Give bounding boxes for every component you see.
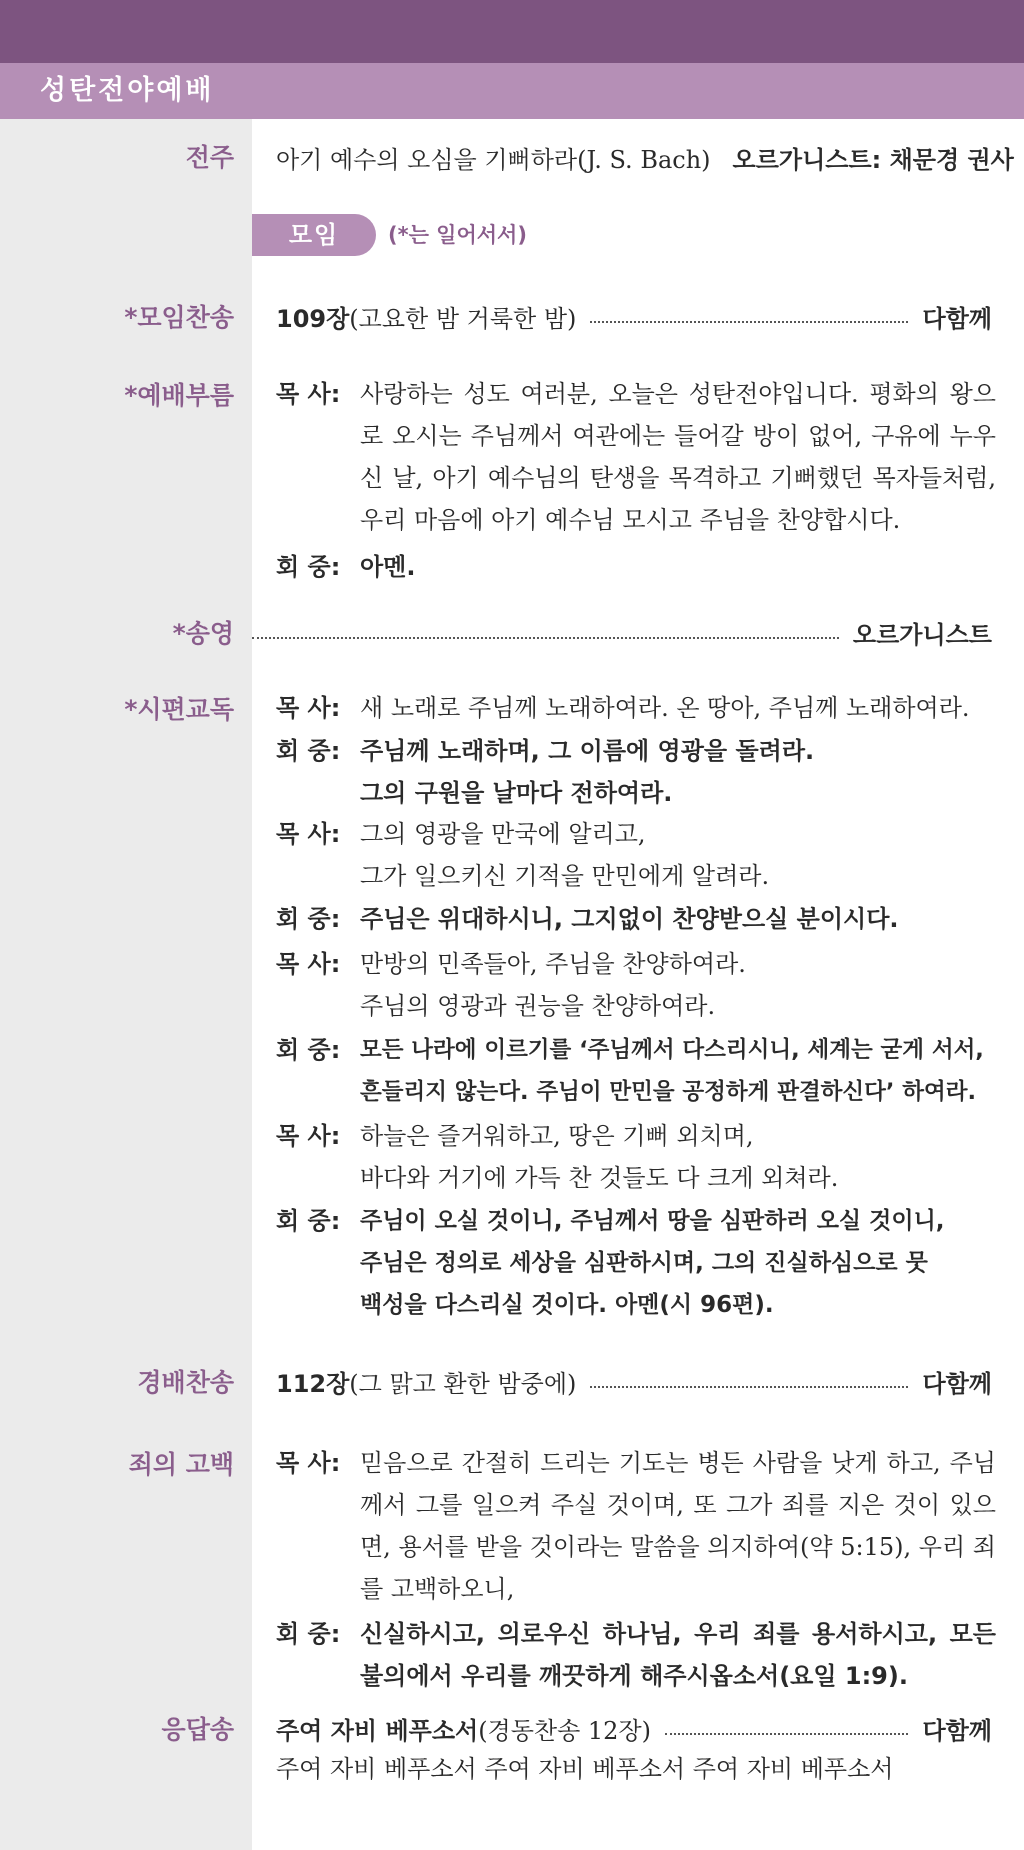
- doxology-performer: 오르가니스트: [852, 620, 992, 649]
- people-label: 회 중:: [276, 737, 341, 765]
- psalm-line-7: [276, 1115, 996, 1199]
- top-header-band: [0, 0, 1024, 63]
- worship-hymn-number: 112장: [276, 1369, 350, 1398]
- gathering-section-tab: 모임: [252, 214, 376, 256]
- call-to-worship-people: [276, 546, 996, 588]
- psalm-text: 바다와 거기에 가득 찬 것들도 다 크게 외쳐라.: [360, 1164, 839, 1192]
- doxology-label: *송영: [172, 619, 234, 648]
- call-to-worship-pastor: [276, 373, 996, 541]
- confession-label: 죄의 고백: [128, 1450, 234, 1479]
- psalm-line-3: [276, 813, 996, 897]
- response-source: (경동찬송 12장): [478, 1716, 652, 1745]
- psalm-line-8: [276, 1200, 996, 1326]
- gathering-note: (*는 일어서서): [388, 223, 527, 247]
- response-label: 응답송: [161, 1715, 234, 1744]
- pastor-label: 목 사:: [276, 694, 341, 722]
- pastor-label: 목 사:: [276, 950, 341, 978]
- prelude-performer: 오르가니스트: 채문경 권사: [732, 145, 1014, 174]
- psalm-text: 주님의 영광과 권능을 찬양하여라.: [360, 992, 716, 1020]
- leader-dots: [665, 1733, 908, 1735]
- prelude-label: 전주: [185, 143, 234, 172]
- confession-people-text: 신실하시고, 의로우신 하나님, 우리 죄를 용서하시고, 모든 불의에서 우리를 깨끗하게 해주시옵소서(요일 1:9).: [360, 1620, 996, 1690]
- psalm-text: 흔들리지 않는다. 주님이 만민을 공정하게 판결하신다’ 하여라.: [360, 1079, 977, 1105]
- pastor-label: 목 사:: [276, 820, 341, 848]
- prelude-piece: 아기 예수의 오심을 기뻐하라(J. S. Bach): [276, 145, 711, 174]
- psalm-line-2: [276, 730, 996, 814]
- worship-hymn-title: (그 맑고 환한 밤중에): [349, 1369, 577, 1398]
- people-label: 회 중:: [276, 1036, 341, 1064]
- doxology-line: [252, 610, 992, 654]
- response-lyrics: 주여 자비 베푸소서 주여 자비 베푸소서 주여 자비 베푸소서: [276, 1755, 894, 1783]
- response-line: [276, 1706, 992, 1750]
- psalm-text: 그가 일으키신 기적을 만민에게 알려라.: [360, 862, 770, 890]
- leader-dots: [590, 321, 908, 323]
- psalm-text: 주님은 정의로 세상을 심판하시며, 그의 진실하심으로 뭇: [360, 1250, 928, 1276]
- psalm-text: 주님께 노래하며, 그 이름에 영광을 돌려라.: [360, 737, 815, 765]
- people-label: 회 중:: [276, 905, 341, 933]
- service-title-band: [0, 63, 1024, 119]
- psalm-text: 새 노래로 주님께 노래하여라. 온 땅아, 주님께 노래하여라.: [360, 694, 970, 722]
- opening-hymn-title: (고요한 밤 거룩한 밤): [349, 304, 577, 333]
- psalm-line-4: [276, 898, 996, 940]
- worship-hymn-label: 경배찬송: [137, 1368, 234, 1397]
- opening-hymn-number: 109장: [276, 304, 350, 333]
- people-label: 회 중:: [276, 553, 341, 581]
- psalm-line-1: [276, 687, 996, 729]
- response-title: 주여 자비 베푸소서: [276, 1716, 479, 1745]
- opening-hymn-line: [276, 294, 992, 338]
- prelude-line: [276, 135, 1014, 179]
- psalm-text: 주님은 위대하시니, 그지없이 찬양받으실 분이시다.: [360, 905, 899, 933]
- people-label: 회 중:: [276, 1620, 341, 1648]
- call-to-worship-people-text: 아멘.: [360, 553, 416, 581]
- call-to-worship-pastor-text: 사랑하는 성도 여러분, 오늘은 성탄전야입니다. 평화의 왕으로 오시는 주님께서 여관에는 들어갈 방이 없어, 구유에 누우신 날, 아기 예수님의 탄생을 목격하고 기뻐했던 목자들처럼, 우리 마음에 아기 예수님 모시고 주님을 찬양합시다.: [360, 380, 996, 534]
- worship-hymn-line: [276, 1359, 992, 1403]
- pastor-label: 목 사:: [276, 1122, 341, 1150]
- psalm-reading-label: *시편교독: [124, 695, 234, 724]
- psalm-text: 하늘은 즐거워하고, 땅은 기뻐 외치며,: [360, 1122, 754, 1150]
- leader-dots: [590, 1386, 908, 1388]
- psalm-text: 만방의 민족들아, 주님을 찬양하여라.: [360, 950, 746, 978]
- psalm-text: 모든 나라에 이르기를 ‘주님께서 다스리시니, 세계는 굳게 서서,: [360, 1037, 984, 1063]
- worship-hymn-performer: 다함께: [922, 1369, 992, 1398]
- pastor-label: 목 사:: [276, 1449, 341, 1477]
- psalm-text: 그의 영광을 만국에 알리고,: [360, 820, 646, 848]
- psalm-text: 백성을 다스리실 것이다. 아멘(시 96편).: [360, 1292, 774, 1318]
- people-label: 회 중:: [276, 1207, 341, 1235]
- confession-pastor: [276, 1442, 996, 1610]
- psalm-line-5: [276, 943, 996, 1027]
- pastor-label: 목 사:: [276, 380, 341, 408]
- opening-hymn-label: *모임찬송: [124, 303, 234, 332]
- response-performer: 다함께: [922, 1716, 992, 1745]
- psalm-line-6: [276, 1029, 996, 1113]
- leader-dots: [252, 637, 839, 639]
- service-title: 성탄전야예배: [40, 75, 215, 106]
- confession-pastor-text: 믿음으로 간절히 드리는 기도는 병든 사람을 낫게 하고, 주님께서 그를 일으켜 주실 것이며, 또 그가 죄를 지은 것이 있으면, 용서를 받을 것이라는 말씀을 의지하여(약 5:15), 우리 죄를 고백하오니,: [360, 1449, 996, 1603]
- confession-people: [276, 1613, 996, 1697]
- call-to-worship-label: *예배부름: [124, 381, 234, 410]
- psalm-text: 그의 구원을 날마다 전하여라.: [360, 779, 673, 807]
- opening-hymn-performer: 다함께: [922, 304, 992, 333]
- psalm-text: 주님이 오실 것이니, 주님께서 땅을 심판하러 오실 것이니,: [360, 1208, 945, 1234]
